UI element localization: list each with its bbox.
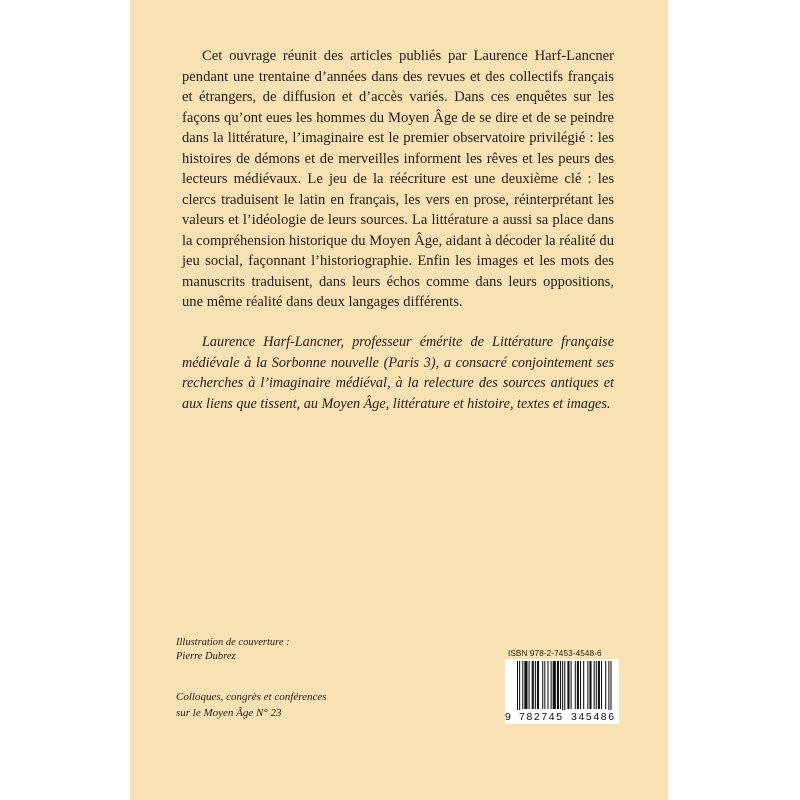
author-biography: Laurence Harf-Lancner, professeur émérite de Littérature française médiévale à la Sorbonne nouvelle (Paris 3), a consacré conjointement ses recherches à l’imaginaire médiéval, à la relecture des sources antiques et aux liens que tissent, au Moyen Âge, littérature et histoire, textes et images. bbox=[182, 334, 614, 412]
barcode-bar bbox=[532, 661, 534, 709]
barcode-bar bbox=[519, 661, 520, 713]
barcode-bar bbox=[575, 661, 576, 709]
barcode-bar bbox=[544, 661, 545, 709]
barcode-bar bbox=[587, 661, 588, 709]
barcode-bar bbox=[557, 661, 559, 709]
barcode-bar bbox=[553, 661, 556, 709]
barcode-bar bbox=[608, 661, 609, 713]
series-number: sur le Moyen Âge N° 23 bbox=[176, 707, 282, 719]
barcode-bar bbox=[560, 661, 561, 709]
barcode-bar bbox=[537, 661, 539, 709]
barcode-digits bbox=[505, 710, 619, 724]
barcode-bar bbox=[529, 661, 530, 709]
barcode-bars bbox=[505, 659, 619, 713]
barcode-bar bbox=[517, 661, 518, 713]
illustration-credit-label: Illustration de couverture : bbox=[176, 637, 290, 648]
barcode bbox=[505, 659, 619, 713]
barcode-right-group: 345486 bbox=[571, 711, 616, 723]
barcode-bar bbox=[596, 661, 597, 709]
barcode-bar bbox=[583, 661, 584, 709]
barcode-bar bbox=[594, 661, 595, 709]
series-info bbox=[176, 689, 406, 721]
barcode-bar bbox=[567, 661, 569, 709]
barcode-bar bbox=[601, 661, 602, 709]
barcode-bar bbox=[577, 661, 579, 709]
barcode-bar bbox=[522, 661, 523, 709]
barcode-bar bbox=[551, 661, 552, 709]
illustration-credit bbox=[176, 636, 396, 664]
barcode-bar bbox=[610, 661, 611, 713]
barcode-bar bbox=[589, 661, 591, 709]
barcode-bar bbox=[598, 661, 600, 709]
barcode-bar bbox=[580, 661, 581, 709]
barcode-lead-digit: 9 bbox=[505, 711, 511, 723]
barcode-bar bbox=[564, 661, 565, 713]
barcode-bar bbox=[562, 661, 563, 713]
series-name: Colloques, congrès et conférences bbox=[176, 691, 327, 703]
barcode-bar bbox=[571, 661, 572, 709]
cover-blurb: Cet ouvrage réunit des articles publiés par Laurence Harf-Lancner pendant une trentaine d’années dans des revues et des collectifs français et étrangers, de diffusion et d’accès variés. Dans ces enquêtes sur les façons qu’ont eues les hommes du Moyen Âge de se dire et de se peindre dans la littérature, l’imaginaire est le premier observatoire privilégié : les histoires de démons et de merveilles informent les rêves et les peurs des lecteurs médiévaux. Le jeu de la réécriture est une deuxième clé : les clercs traduisent le latin en français, les vers en prose, réinterprétant les valeurs et l’idéologie de leurs sources. La littérature a aussi sa place dans la compréhension historique du Moyen Âge, aidant à décoder la réalité du jeu social, façonnant l’historiographie. Enfin les images et les mots des manuscrits traduisent, dans leurs échos comme dans leurs oppositions, une même réalité dans deux langages différents. bbox=[182, 48, 614, 310]
barcode-bar bbox=[535, 661, 536, 709]
barcode-bar bbox=[524, 661, 527, 709]
barcode-bar bbox=[605, 661, 606, 709]
barcode-bar bbox=[542, 661, 543, 709]
barcode-left-group: 782745 bbox=[519, 711, 564, 723]
illustration-credit-artist: Pierre Dubrez bbox=[176, 651, 236, 662]
barcode-bar bbox=[547, 661, 548, 709]
isbn-label: ISBN 978-2-7453-4548-6 bbox=[508, 649, 602, 658]
